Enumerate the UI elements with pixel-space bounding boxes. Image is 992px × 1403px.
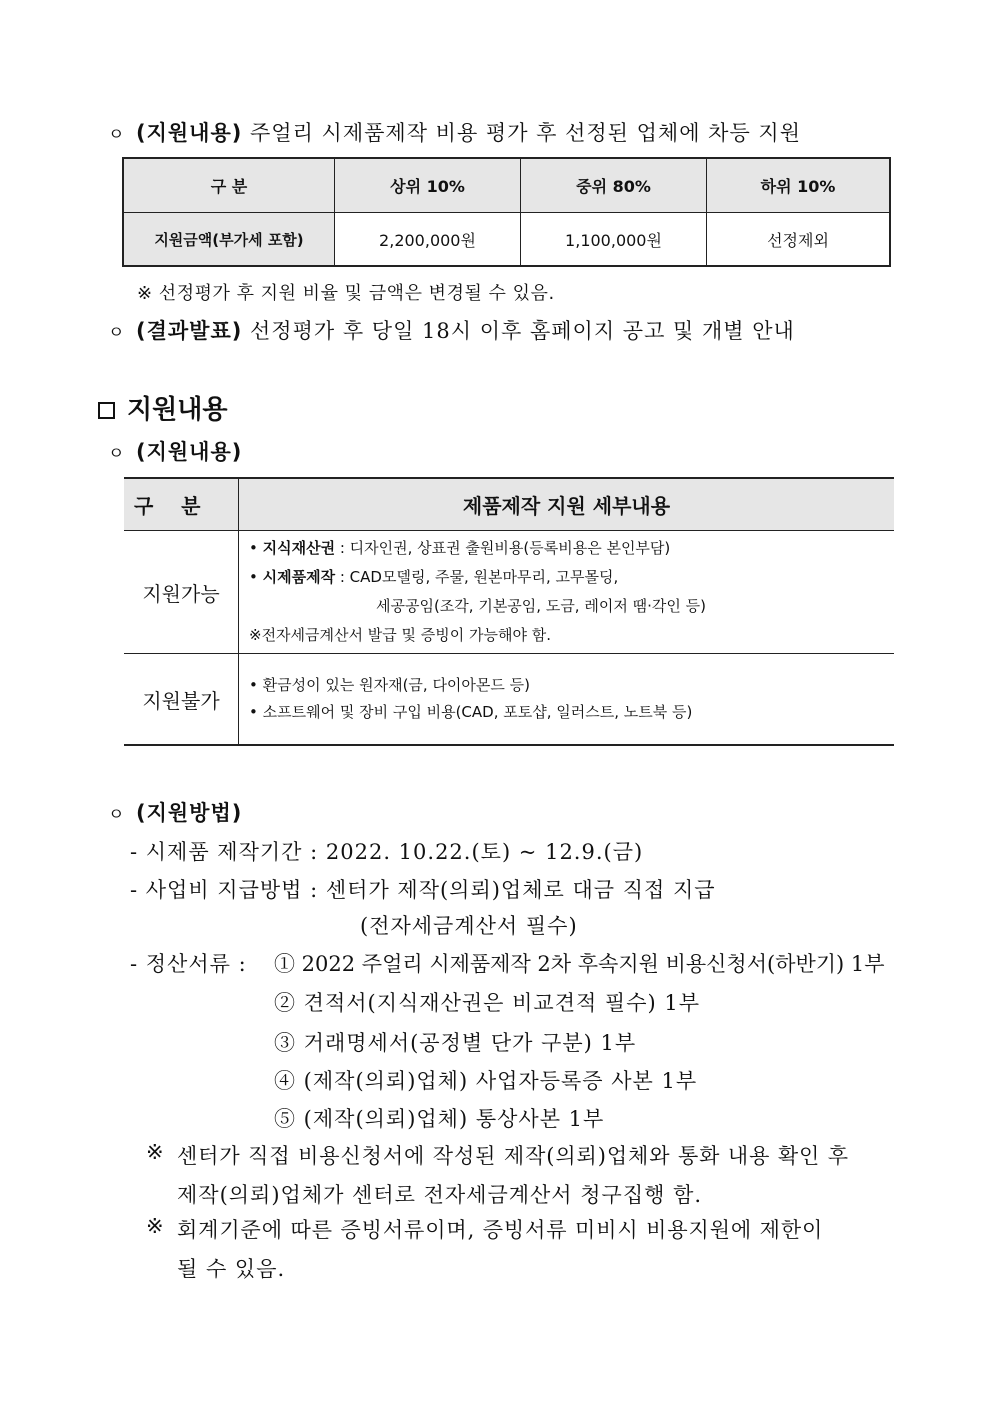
table-row (124, 654, 894, 746)
table-header-row (123, 158, 890, 213)
item-text: : 디자인권, 상표권 출원비용(등록비용은 본인부담) (335, 539, 671, 557)
section-heading (98, 389, 227, 426)
table-header-row (124, 478, 894, 531)
support-content-subheading (108, 436, 242, 466)
settlement-docs-label: - 정산서류 : (130, 952, 247, 976)
header-detail: 제품제작 지원 세부내용 (239, 478, 895, 531)
note-verification-line1: 센터가 직접 비용신청서에 작성된 제작(의뢰)업체와 통화 내용 확인 후 (177, 1144, 849, 1168)
result-title: (결과발표) (136, 319, 243, 343)
list-item (249, 563, 894, 592)
row-label-amount: 지원금액(부가세 포함) (123, 213, 335, 267)
list-item-continuation: 세공공임(조각, 기본공임, 도금, 레이저 땜·각인 등) (376, 597, 706, 615)
method-title: (지원방법) (136, 801, 243, 825)
bullet-circle: ㅇ (108, 125, 126, 145)
bullet: • (249, 539, 258, 557)
amount-bottom: 선정제외 (707, 213, 891, 267)
note-verification-line2: 제작(의뢰)업체가 센터로 전자세금계산서 청구집행 함. (177, 1183, 703, 1207)
note-mark: ※ (146, 1140, 165, 1164)
header-top: 상위 10% (335, 158, 521, 213)
support-detail-table (124, 477, 894, 746)
amount-top: 2,200,000원 (335, 213, 521, 267)
note-accounting-line1: 회계기준에 따른 증빙서류이며, 증빙서류 미비시 비용지원에 제한이 (177, 1218, 824, 1242)
settlement-doc-1: ① 2022 주얼리 시제품제작 2차 후속지원 비용신청서(하반기) 1부 (274, 952, 885, 976)
support-amount-table (122, 157, 891, 267)
settlement-doc-4: ④ (제작(의뢰)업체) 사업자등록증 사본 1부 (274, 1069, 698, 1093)
list-item (249, 534, 894, 563)
settlement-doc-3: ③ 거래명세서(공정별 단가 구분) 1부 (274, 1031, 637, 1055)
result-announcement-line (108, 315, 795, 345)
support-content-text: 주얼리 시제품제작 비용 평가 후 선정된 업체에 차등 지원 (242, 121, 801, 145)
item-key: 지식재산권 (262, 539, 336, 557)
bullet-circle: ㅇ (108, 805, 126, 825)
header-category: 구 분 (124, 478, 239, 531)
note-mark: ※ (146, 1214, 165, 1238)
list-note: ※전자세금계산서 발급 및 증빙이 가능해야 함. (249, 626, 551, 644)
bullet: • (249, 568, 258, 586)
result-text: 선정평가 후 당일 18시 이후 홈페이지 공고 및 개별 안내 (242, 319, 795, 343)
payment-note: (전자세금계산서 필수) (360, 914, 578, 938)
bullet-circle: ㅇ (108, 323, 126, 343)
support-content-line (108, 117, 801, 147)
production-period: - 시제품 제작기간 : 2022. 10.22.(토) ~ 12.9.(금) (130, 840, 644, 864)
row-label-ineligible: 지원불가 (124, 654, 239, 746)
settlement-doc-2: ② 견적서(지식재산권은 비교견적 필수) 1부 (274, 991, 701, 1015)
header-category: 구 분 (123, 158, 335, 213)
settlement-doc-5: ⑤ (제작(의뢰)업체) 통상사본 1부 (274, 1107, 605, 1131)
section-heading-text: 지원내용 (127, 395, 228, 425)
subheading-title: (지원내용) (136, 440, 243, 464)
checkbox-square-icon (98, 402, 115, 419)
bullet-circle: ㅇ (108, 444, 126, 464)
amount-middle: 1,100,000원 (521, 213, 707, 267)
eligible-details (239, 531, 895, 654)
row-label-eligible: 지원가능 (124, 531, 239, 654)
ineligible-details (239, 654, 895, 746)
list-item: • 소프트웨어 및 장비 구입 비용(CAD, 포토샵, 일러스트, 노트북 등) (249, 703, 693, 721)
support-method-heading (108, 797, 242, 827)
header-bottom: 하위 10% (707, 158, 891, 213)
list-item: • 환금성이 있는 원자재(금, 다이아몬드 등) (249, 676, 531, 694)
header-middle: 중위 80% (521, 158, 707, 213)
support-content-title: (지원내용) (136, 121, 243, 145)
item-key: 시제품제작 (262, 568, 336, 586)
table-row (124, 531, 894, 654)
table-row (123, 213, 890, 267)
item-text: : CAD모델링, 주물, 원본마무리, 고무몰딩, (335, 568, 619, 586)
note-accounting-line2: 될 수 있음. (177, 1257, 286, 1281)
note-ratio-change: ※ 선정평가 후 지원 비율 및 금액은 변경될 수 있음. (137, 283, 555, 304)
payment-method: - 사업비 지급방법 : 센터가 제작(의뢰)업체로 대금 직접 지급 (130, 878, 716, 902)
